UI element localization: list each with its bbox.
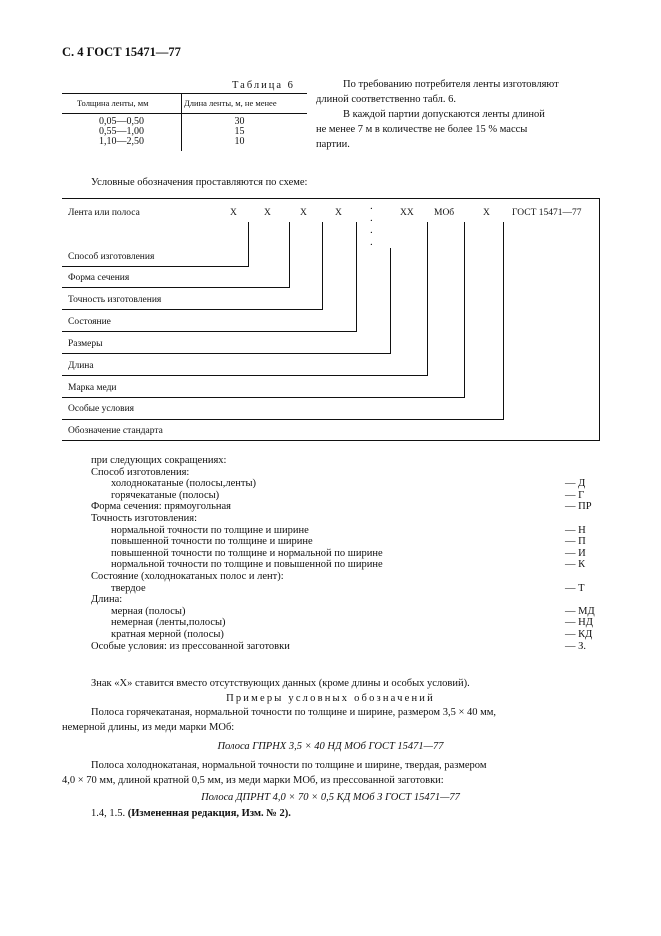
table-header-thickness: Толщина ленты, мм xyxy=(77,98,149,108)
abbreviation-row xyxy=(91,571,601,583)
abbreviation-row xyxy=(91,559,601,571)
scheme-label-sizes: Размеры xyxy=(68,339,103,349)
abbreviation-text: Форма сечения: прямоугольная xyxy=(91,501,231,513)
abbreviation-text: нормальной точности по толщине и повышенной по ширине xyxy=(111,559,383,571)
scheme-head-label: Лента или полоса xyxy=(68,208,140,218)
abbreviations-intro: при следующих сокращениях: xyxy=(91,455,227,466)
footer-note xyxy=(91,806,291,821)
scheme-top-rule xyxy=(62,198,599,199)
connector-line xyxy=(503,222,504,419)
example-2-text: Полоса холоднокатаная, нормальной точности по толщине и ширине, твердая, размером 4,0 × 70 мм, длиной кратной 0,5 мм, из меди марки МОб, из прессованной заготовки: xyxy=(62,760,487,786)
scheme-label-grade: Марка меди xyxy=(68,383,117,393)
scheme-slot: Х xyxy=(264,208,271,218)
abbreviation-text: твердое xyxy=(111,582,146,594)
right-paragraph-1: По требованию потребителя ленты изготовляют длиной соответственно табл. 6. xyxy=(316,79,559,105)
abbreviation-text: холоднокатаные (полосы,ленты) xyxy=(111,478,257,490)
abbreviation-code: — Н xyxy=(565,524,586,536)
abbreviation-code: — МД xyxy=(565,605,595,617)
example-2-code: Полоса ДПРНТ 4,0 × 70 × 0,5 КД МОб З ГОСТ 15471—77 xyxy=(201,792,460,803)
connector-line xyxy=(427,222,428,375)
table-cell: 0,05—0,50 0,55—1,00 1,10—2,50 xyxy=(99,116,144,147)
connector-line xyxy=(248,222,249,266)
abbreviation-row xyxy=(91,629,601,641)
label-line xyxy=(62,266,249,267)
abbreviation-text: нормальной точности по толщине и ширине xyxy=(111,524,309,536)
abbreviation-text: Способ изготовления: xyxy=(91,466,190,478)
abbreviation-code: — Д xyxy=(565,478,586,490)
scheme-slot: Х xyxy=(230,208,237,218)
example-1-text: Полоса горячекатаная, нормальной точности по толщине и ширине, размером 3,5 × 40 мм, немерной длины, из меди марки МОб: xyxy=(62,707,497,733)
abbreviation-row xyxy=(91,478,601,490)
abbreviation-text: горячекатаные (полосы) xyxy=(111,489,220,501)
abbreviation-row xyxy=(91,513,601,525)
scheme-label-special: Особые условия xyxy=(68,404,135,414)
connector-line xyxy=(289,222,290,287)
connector-line xyxy=(464,222,465,397)
scheme-right-border xyxy=(599,198,600,440)
abbreviation-code: — К xyxy=(565,559,586,571)
label-line xyxy=(62,309,323,310)
abbreviation-text: Точность изготовления: xyxy=(91,512,198,524)
connector-line xyxy=(390,248,391,353)
scheme-label-standard: Обозначение стандарта xyxy=(68,426,163,436)
scheme-slot: Х xyxy=(483,208,490,218)
scheme-bottom-rule xyxy=(62,440,600,441)
abbreviation-row xyxy=(91,501,601,513)
scheme-slot: Х xyxy=(335,208,342,218)
scheme-label-length: Длина xyxy=(68,361,94,371)
abbreviation-row xyxy=(91,525,601,537)
table-header-length: Длина ленты, м, не менее xyxy=(184,98,277,108)
table-caption: Таблица 6 xyxy=(232,80,295,91)
connector-line xyxy=(322,222,323,309)
abbreviation-text: Длина: xyxy=(91,594,123,606)
abbreviation-text: кратная мерной (полосы) xyxy=(111,628,224,640)
scheme-slot: МОб xyxy=(434,208,455,218)
scheme-slot: ГОСТ 15471—77 xyxy=(512,208,582,218)
scheme-slot-dots: . . . . xyxy=(370,200,373,248)
note-x: Знак «Х» ставится вместо отсутствующих данных (кроме длины и особых условий). xyxy=(91,678,470,689)
abbreviation-code: — П xyxy=(565,536,586,548)
abbreviation-row xyxy=(91,467,601,479)
abbreviation-row xyxy=(91,536,601,548)
footer-note-items: 1.4, 1.5. xyxy=(91,808,126,819)
table-cell: 30 15 10 xyxy=(234,116,245,147)
scheme-intro: Условные обозначения проставляются по схеме: xyxy=(91,177,308,188)
label-line xyxy=(62,353,391,354)
label-line xyxy=(62,287,290,288)
scheme-label-section: Форма сечения xyxy=(68,273,130,283)
abbreviation-text: мерная (полосы) xyxy=(111,605,186,617)
scheme-slot: ХХ xyxy=(400,208,414,218)
abbreviation-text: Состояние (холоднокатаных полос и лент): xyxy=(91,570,284,582)
abbreviation-code: — КД xyxy=(565,628,593,640)
abbreviation-row xyxy=(91,594,601,606)
abbreviation-text: Особые условия: из прессованной заготовки xyxy=(91,640,290,652)
abbreviation-row xyxy=(91,617,601,629)
connector-line xyxy=(356,222,357,331)
label-line xyxy=(62,331,357,332)
abbreviation-code: — Г xyxy=(565,489,585,501)
abbreviation-row xyxy=(91,490,601,502)
page-header: С. 4 ГОСТ 15471—77 xyxy=(62,45,181,59)
scheme-slot: Х xyxy=(300,208,307,218)
label-line xyxy=(62,375,428,376)
footer-note-change: (Измененная редакция, Изм. № 2). xyxy=(127,808,291,819)
abbreviation-code: — З. xyxy=(565,640,587,652)
scheme-label-precision: Точность изготовления xyxy=(68,295,162,305)
abbreviation-code: — ПР xyxy=(565,501,592,513)
abbreviation-code: — НД xyxy=(565,617,593,629)
label-line xyxy=(62,419,504,420)
abbreviation-code: — Т xyxy=(565,582,585,594)
abbreviations-list xyxy=(91,455,601,652)
abbreviation-row xyxy=(91,583,601,595)
table-header-rule xyxy=(62,113,307,114)
abbreviation-code: — И xyxy=(565,547,586,559)
right-paragraph-2: В каждой партии допускаются ленты длиной не менее 7 м в количестве не более 15 % массы партии. xyxy=(316,109,545,150)
abbreviation-row xyxy=(91,548,601,560)
abbreviation-text: повышенной точности по толщине и ширине xyxy=(111,536,313,548)
abbreviation-row xyxy=(91,641,601,653)
scheme-label-state: Состояние xyxy=(68,317,111,327)
example-1-code: Полоса ГПРНХ 3,5 × 40 НД МОб ГОСТ 15471—77 xyxy=(217,741,444,752)
examples-title: Примеры условных обозначений xyxy=(226,693,435,704)
table-top-rule xyxy=(62,93,307,94)
scheme-label-method: Способ изготовления xyxy=(68,252,155,262)
label-line xyxy=(62,397,465,398)
abbreviation-text: немерная (ленты,полосы) xyxy=(111,617,226,629)
abbreviation-row xyxy=(91,606,601,618)
abbreviation-text: повышенной точности по толщине и нормальной по ширине xyxy=(111,547,383,559)
